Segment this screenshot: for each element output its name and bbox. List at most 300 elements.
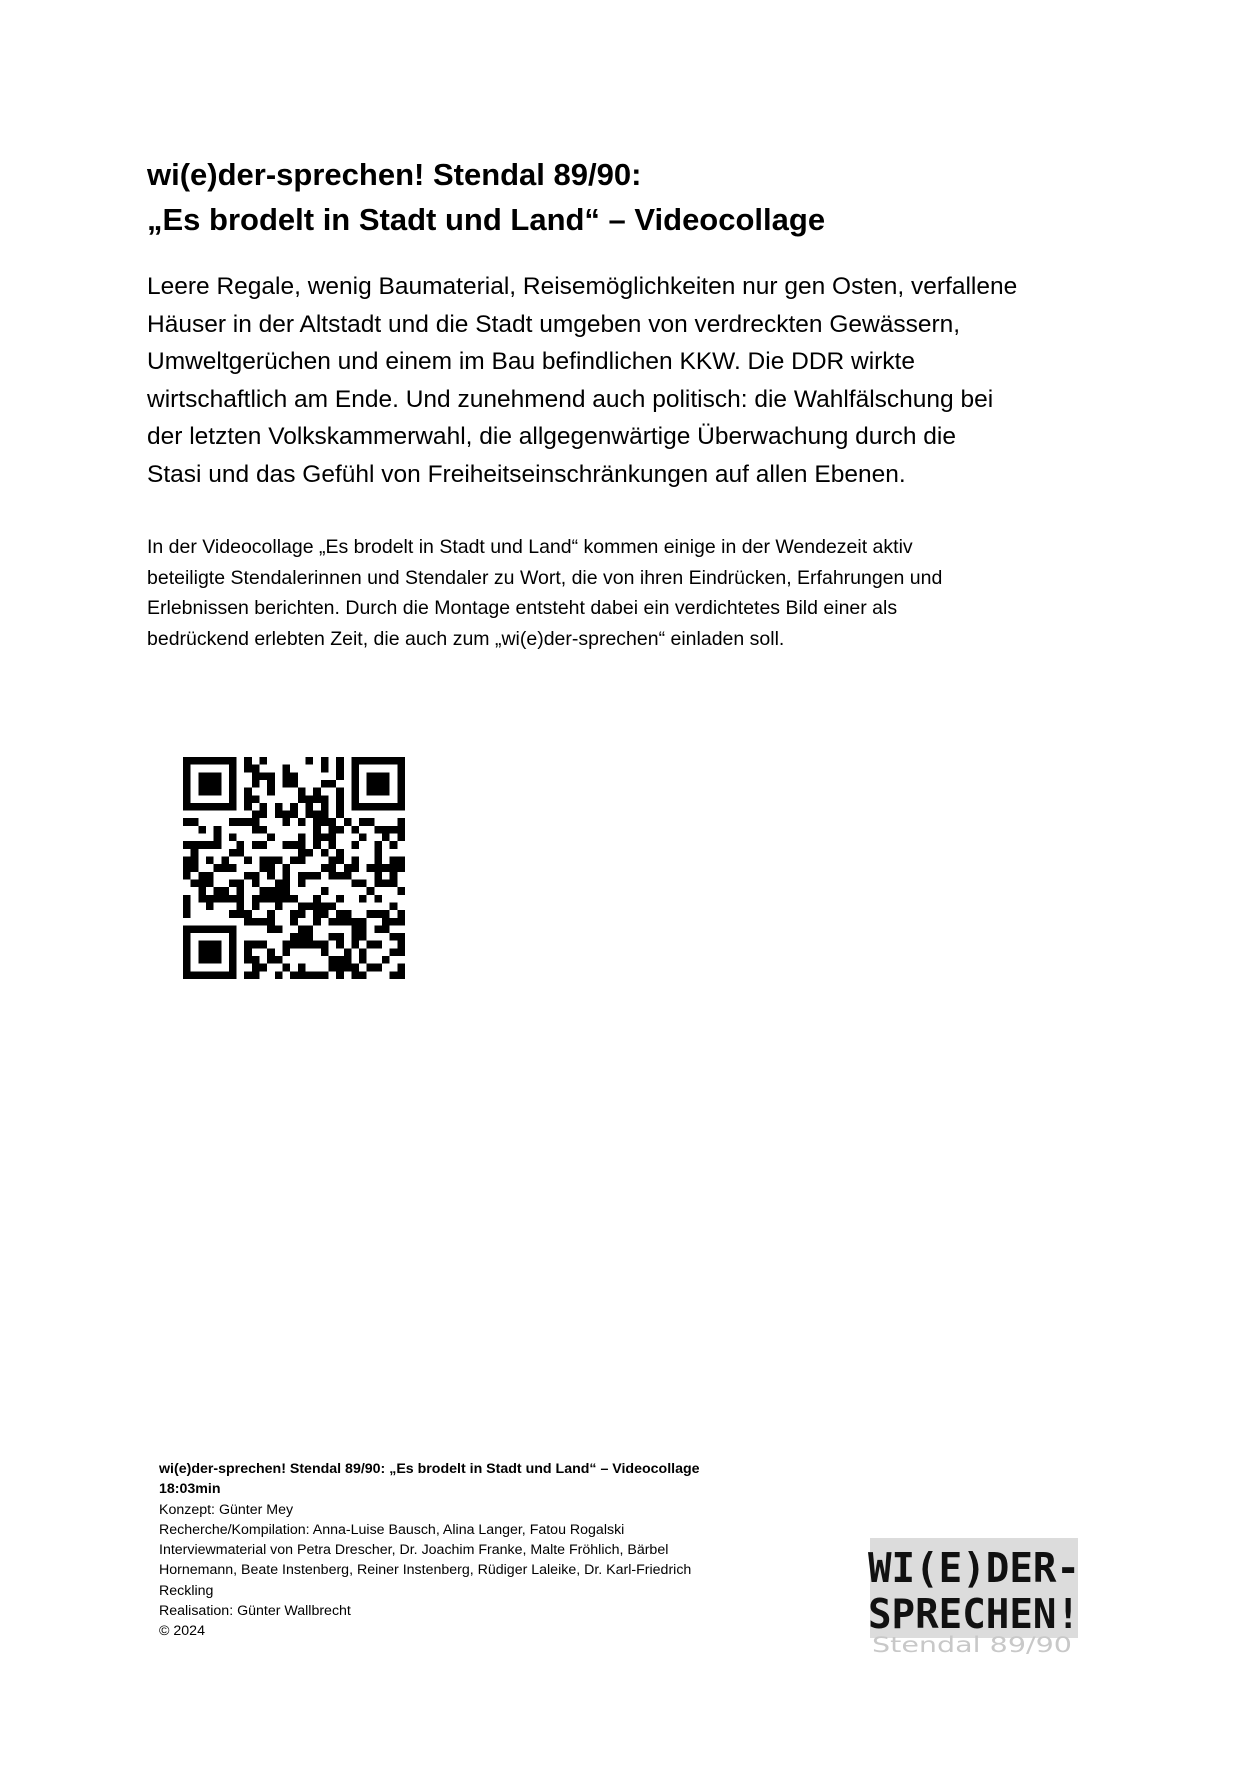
qr-module	[198, 925, 206, 933]
qr-module	[336, 872, 344, 880]
qr-module	[336, 971, 344, 979]
qr-module	[252, 902, 260, 910]
qr-module	[267, 895, 275, 903]
qr-module	[290, 772, 298, 780]
credits-concept: Konzept: Günter Mey	[159, 1501, 294, 1518]
qr-module	[214, 887, 222, 895]
qr-module	[290, 895, 298, 903]
qr-module	[336, 941, 344, 949]
qr-module	[275, 925, 283, 933]
body-paragraph	[147, 532, 1127, 654]
qr-module	[305, 872, 313, 880]
qr-module	[367, 864, 375, 872]
qr-module	[298, 818, 306, 826]
qr-module	[336, 772, 344, 780]
qr-module	[344, 910, 352, 918]
qr-module	[374, 864, 382, 872]
qr-module	[252, 795, 260, 803]
qr-module	[374, 925, 382, 933]
qr-module	[214, 895, 222, 903]
qr-module	[191, 841, 199, 849]
qr-module	[344, 872, 352, 880]
qr-module	[198, 780, 206, 788]
qr-module	[397, 864, 405, 872]
qr-module	[221, 864, 229, 872]
qr-module	[275, 902, 283, 910]
qr-module	[374, 910, 382, 918]
credits-interviews: Interviewmaterial von Petra Drescher, Dr. Joachim Franke, Malte Fröhlich, Bärbel	[159, 1542, 669, 1559]
qr-module	[305, 757, 313, 765]
qr-module	[191, 849, 199, 857]
qr-module	[229, 933, 237, 941]
qr-module	[321, 887, 329, 895]
qr-code-icon[interactable]	[183, 757, 405, 979]
lead-line: Leere Regale, wenig Baumaterial, Reisemöglichkeiten nur gen Osten, verfallene	[147, 273, 1018, 300]
qr-module	[198, 948, 206, 956]
qr-module	[283, 941, 291, 949]
qr-module	[397, 933, 405, 941]
qr-module	[359, 971, 367, 979]
qr-module	[382, 772, 390, 780]
qr-module	[244, 765, 252, 773]
qr-module	[344, 948, 352, 956]
qr-module	[313, 918, 321, 926]
qr-module	[351, 826, 359, 834]
qr-module	[397, 772, 405, 780]
qr-module	[397, 780, 405, 788]
qr-module	[313, 841, 321, 849]
qr-module	[267, 864, 275, 872]
qr-module	[313, 818, 321, 826]
qr-module	[336, 933, 344, 941]
qr-module	[321, 811, 329, 819]
qr-module	[328, 918, 336, 926]
qr-module	[198, 895, 206, 903]
qr-module	[206, 925, 214, 933]
qr-module	[183, 857, 191, 865]
qr-module	[397, 834, 405, 842]
qr-module	[183, 895, 191, 903]
qr-module	[229, 803, 237, 811]
qr-module	[298, 834, 306, 842]
qr-module	[260, 864, 268, 872]
qr-module	[374, 780, 382, 788]
qr-module	[229, 910, 237, 918]
qr-module	[244, 788, 252, 796]
qr-module	[290, 918, 298, 926]
qr-module	[367, 757, 375, 765]
qr-module	[344, 918, 352, 926]
qr-module	[321, 780, 329, 788]
qr-module	[198, 941, 206, 949]
qr-module	[382, 864, 390, 872]
qr-module	[260, 826, 268, 834]
lead-line: Stasi und das Gefühl von Freiheitseinschränkungen auf allen Ebenen.	[147, 460, 906, 488]
qr-module	[298, 849, 306, 857]
qr-module	[191, 925, 199, 933]
qr-module	[252, 964, 260, 972]
qr-module	[198, 803, 206, 811]
qr-module	[298, 857, 306, 865]
qr-module	[298, 964, 306, 972]
qr-module	[214, 948, 222, 956]
qr-module	[298, 941, 306, 949]
qr-module	[260, 757, 268, 765]
qr-module	[191, 757, 199, 765]
qr-module	[336, 857, 344, 865]
qr-module	[359, 879, 367, 887]
qr-module	[260, 772, 268, 780]
qr-module	[382, 918, 390, 926]
qr-module	[397, 857, 405, 865]
qr-module	[397, 765, 405, 773]
qr-module	[252, 918, 260, 926]
qr-module	[351, 857, 359, 865]
qr-module	[183, 971, 191, 979]
qr-module	[183, 788, 191, 796]
qr-module	[390, 879, 398, 887]
qr-module	[397, 964, 405, 972]
qr-module	[290, 803, 298, 811]
qr-module	[390, 864, 398, 872]
qr-module	[244, 910, 252, 918]
body-line: In der Videocollage „Es brodelt in Stadt und Land“ kommen einige in der Wendezeit aktiv	[147, 536, 913, 558]
lead-line: wirtschaftlich am Ende. Und zunehmend auch politisch: die Wahlfälschung bei	[147, 385, 994, 413]
credits-interviews: Reckling	[159, 1582, 214, 1599]
qr-module	[229, 964, 237, 972]
qr-module	[267, 956, 275, 964]
qr-module	[397, 910, 405, 918]
qr-module	[374, 803, 382, 811]
qr-module	[206, 971, 214, 979]
qr-module	[321, 948, 329, 956]
qr-module	[275, 811, 283, 819]
qr-module	[367, 803, 375, 811]
page-title	[147, 152, 1107, 242]
qr-module	[183, 910, 191, 918]
qr-module	[313, 788, 321, 796]
qr-module	[237, 841, 245, 849]
qr-module	[283, 772, 291, 780]
qr-module	[214, 826, 222, 834]
qr-module	[374, 941, 382, 949]
qr-module	[244, 918, 252, 926]
qr-module	[374, 757, 382, 765]
qr-module	[321, 818, 329, 826]
qr-module	[237, 849, 245, 857]
qr-module	[390, 857, 398, 865]
qr-module	[321, 864, 329, 872]
qr-module	[244, 795, 252, 803]
qr-module	[374, 964, 382, 972]
qr-module	[374, 788, 382, 796]
qr-module	[183, 941, 191, 949]
qr-module	[321, 795, 329, 803]
qr-module	[283, 841, 291, 849]
qr-module	[229, 895, 237, 903]
qr-module	[328, 902, 336, 910]
qr-module	[359, 925, 367, 933]
qr-module	[305, 849, 313, 857]
qr-module	[290, 941, 298, 949]
qr-module	[229, 925, 237, 933]
qr-module	[206, 788, 214, 796]
qr-module	[229, 788, 237, 796]
credits-title: wi(e)der-sprechen! Stendal 89/90: „Es brodelt in Stadt und Land“ – Videocollage	[159, 1461, 700, 1477]
qr-module	[344, 864, 352, 872]
qr-module	[367, 818, 375, 826]
lead-line: Umweltgerüchen und einem im Bau befindlichen KKW. Die DDR wirkte	[147, 348, 915, 375]
qr-module	[374, 841, 382, 849]
qr-module	[183, 948, 191, 956]
qr-module	[275, 803, 283, 811]
qr-module	[267, 780, 275, 788]
qr-module	[221, 925, 229, 933]
qr-module	[229, 818, 237, 826]
qr-module	[328, 864, 336, 872]
qr-module	[367, 780, 375, 788]
qr-module	[221, 857, 229, 865]
qr-module	[260, 841, 268, 849]
qr-module	[397, 826, 405, 834]
qr-module	[183, 956, 191, 964]
qr-module	[367, 910, 375, 918]
qr-module	[328, 964, 336, 972]
qr-module	[359, 834, 367, 842]
qr-module	[206, 895, 214, 903]
qr-module	[252, 872, 260, 880]
qr-module	[336, 910, 344, 918]
qr-module	[351, 772, 359, 780]
qr-module	[390, 918, 398, 926]
qr-module	[382, 803, 390, 811]
qr-module	[229, 772, 237, 780]
qr-module	[351, 879, 359, 887]
qr-module	[267, 788, 275, 796]
qr-module	[221, 971, 229, 979]
qr-module	[351, 941, 359, 949]
qr-module	[244, 803, 252, 811]
qr-module	[244, 872, 252, 880]
qr-module	[290, 971, 298, 979]
wieder-sprechen-logo	[864, 1536, 1086, 1656]
qr-module	[351, 925, 359, 933]
qr-module	[374, 826, 382, 834]
qr-module	[237, 895, 245, 903]
qr-module	[298, 872, 306, 880]
qr-module	[183, 872, 191, 880]
qr-module	[351, 765, 359, 773]
qr-module	[290, 933, 298, 941]
qr-module	[336, 765, 344, 773]
qr-module	[321, 849, 329, 857]
qr-module	[206, 857, 214, 865]
qr-module	[275, 857, 283, 865]
credits-interviews: Hornemann, Beate Instenberg, Reiner Instenberg, Rüdiger Laleike, Dr. Karl-Friedrich	[159, 1562, 692, 1579]
qr-module	[298, 925, 306, 933]
body-line: bedrückend erlebten Zeit, die auch zum „wi(e)der-sprechen“ einladen soll.	[147, 627, 785, 650]
qr-module	[305, 941, 313, 949]
qr-module	[298, 910, 306, 918]
qr-module	[198, 872, 206, 880]
qr-module	[206, 757, 214, 765]
qr-module	[351, 795, 359, 803]
qr-module	[290, 841, 298, 849]
qr-module	[390, 971, 398, 979]
qr-module	[298, 879, 306, 887]
qr-module	[214, 841, 222, 849]
qr-module	[183, 864, 191, 872]
qr-module	[229, 941, 237, 949]
qr-module	[283, 964, 291, 972]
qr-module	[206, 956, 214, 964]
qr-module	[397, 788, 405, 796]
qr-module	[298, 788, 306, 796]
qr-module	[367, 772, 375, 780]
qr-module	[198, 879, 206, 887]
qr-module	[244, 757, 252, 765]
qr-module	[321, 803, 329, 811]
qr-module	[183, 841, 191, 849]
qr-module	[260, 887, 268, 895]
qr-module	[229, 780, 237, 788]
qr-module	[267, 910, 275, 918]
qr-module	[237, 879, 245, 887]
qr-module	[183, 964, 191, 972]
qr-module	[374, 772, 382, 780]
qr-module	[214, 971, 222, 979]
qr-module	[191, 803, 199, 811]
qr-module	[367, 941, 375, 949]
lead-paragraph	[147, 268, 1127, 493]
qr-module	[244, 818, 252, 826]
qr-module	[321, 910, 329, 918]
qr-module	[313, 826, 321, 834]
title-line-1: wi(e)der-sprechen! Stendal 89/90:	[147, 157, 642, 192]
qr-module	[229, 956, 237, 964]
qr-module	[283, 864, 291, 872]
qr-module	[336, 918, 344, 926]
qr-module	[183, 757, 191, 765]
qr-module	[229, 948, 237, 956]
qr-module	[214, 780, 222, 788]
qr-module	[313, 941, 321, 949]
qr-module	[214, 834, 222, 842]
qr-module	[252, 811, 260, 819]
qr-module	[313, 811, 321, 819]
qr-module	[206, 879, 214, 887]
lead-line: Häuser in der Altstadt und die Stadt umgeben von verdreckten Gewässern,	[147, 310, 961, 338]
qr-module	[397, 887, 405, 895]
qr-module	[191, 879, 199, 887]
qr-module	[336, 849, 344, 857]
qr-module	[390, 841, 398, 849]
qr-module	[229, 879, 237, 887]
qr-module	[367, 887, 375, 895]
qr-module	[229, 834, 237, 842]
qr-module	[221, 887, 229, 895]
qr-module	[214, 772, 222, 780]
credits-research: Recherche/Kompilation: Anna-Luise Bausch, Alina Langer, Fatou Rogalski	[159, 1521, 625, 1538]
qr-module	[183, 902, 191, 910]
qr-module	[283, 765, 291, 773]
qr-module	[374, 872, 382, 880]
qr-module	[183, 795, 191, 803]
credits-block	[159, 1459, 779, 1642]
qr-module	[344, 956, 352, 964]
qr-module	[313, 895, 321, 903]
qr-module	[183, 818, 191, 826]
logo-line-1: WI(E)DER-	[868, 1544, 1080, 1592]
logo-line-2: SPRECHEN!	[868, 1590, 1080, 1638]
qr-module	[221, 803, 229, 811]
qr-module	[237, 902, 245, 910]
qr-module	[237, 818, 245, 826]
qr-module	[390, 826, 398, 834]
qr-module	[328, 872, 336, 880]
qr-module	[229, 971, 237, 979]
qr-module	[237, 910, 245, 918]
body-line: Erlebnissen berichten. Durch die Montage entsteht dabei ein verdichtetes Bild einer als	[147, 597, 898, 619]
qr-module	[252, 895, 260, 903]
qr-module	[336, 757, 344, 765]
qr-module	[359, 948, 367, 956]
qr-module	[321, 941, 329, 949]
qr-module	[252, 971, 260, 979]
qr-module	[283, 948, 291, 956]
qr-module	[214, 941, 222, 949]
qr-module	[260, 918, 268, 926]
qr-module	[229, 864, 237, 872]
qr-module	[313, 872, 321, 880]
qr-module	[290, 910, 298, 918]
qr-module	[397, 757, 405, 765]
qr-module	[313, 910, 321, 918]
qr-module	[191, 818, 199, 826]
qr-module	[382, 956, 390, 964]
qr-module	[336, 895, 344, 903]
qr-module	[374, 857, 382, 865]
qr-module	[390, 872, 398, 880]
qr-module	[313, 902, 321, 910]
qr-module	[206, 841, 214, 849]
qr-module	[275, 887, 283, 895]
qr-module	[206, 803, 214, 811]
qr-module	[382, 780, 390, 788]
qr-module	[397, 803, 405, 811]
qr-module	[359, 757, 367, 765]
qr-module	[183, 772, 191, 780]
qr-module	[397, 818, 405, 826]
qr-module	[267, 772, 275, 780]
qr-module	[367, 964, 375, 972]
qr-module	[214, 864, 222, 872]
qr-module	[290, 780, 298, 788]
qr-module	[267, 948, 275, 956]
qr-module	[390, 902, 398, 910]
qr-module	[336, 788, 344, 796]
qr-module	[214, 788, 222, 796]
qr-module	[351, 864, 359, 872]
qr-module	[198, 971, 206, 979]
qr-module	[305, 933, 313, 941]
qr-module	[206, 872, 214, 880]
qr-module	[214, 925, 222, 933]
qr-module	[267, 872, 275, 880]
qr-module	[260, 803, 268, 811]
qr-module	[183, 933, 191, 941]
qr-module	[390, 933, 398, 941]
